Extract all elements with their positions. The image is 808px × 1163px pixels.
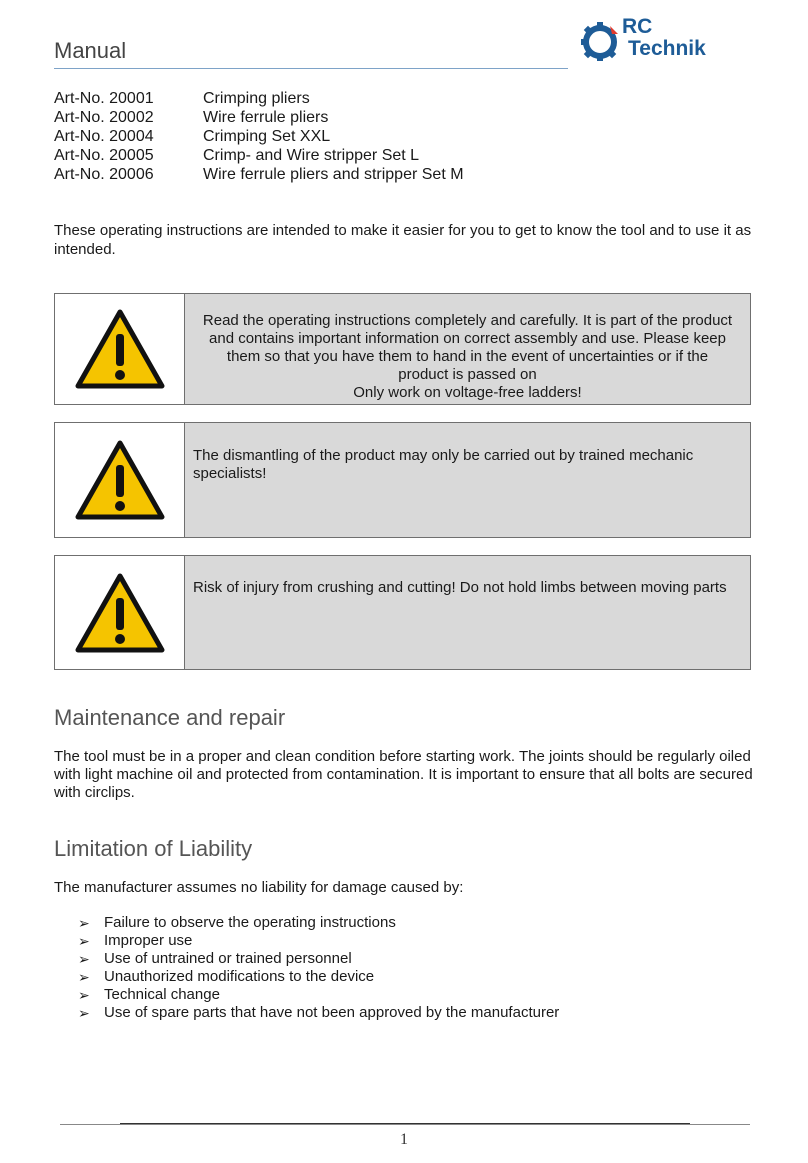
- warning-line: Read the operating instructions completely and carefully. It is part of the product: [202, 312, 733, 329]
- intro-paragraph: These operating instructions are intended to make it easier for you to get to know the tool and to use it as intended.: [54, 222, 752, 258]
- article-name: Wire ferrule pliers and stripper Set M: [203, 166, 464, 183]
- article-name: Crimp- and Wire stripper Set L: [203, 147, 420, 164]
- warning-box: [54, 293, 751, 405]
- maintenance-heading: Maintenance and repair: [54, 705, 286, 730]
- article-row: [54, 165, 464, 184]
- warning-text: [185, 294, 750, 404]
- list-item: ➢ Use of spare parts that have not been approved by the manufacturer: [78, 1004, 560, 1021]
- liability-list: [78, 914, 559, 1022]
- title-divider: [54, 68, 568, 69]
- article-name: Wire ferrule pliers: [203, 109, 329, 126]
- article-name: Crimping Set XXL: [203, 128, 331, 145]
- warning-line: product is passed on: [398, 366, 537, 383]
- list-item: ➢ Technical change: [78, 986, 220, 1003]
- warning-icon: [75, 308, 165, 390]
- arrow-bullet-icon: ➢: [78, 1005, 90, 1021]
- warning-line: Only work on voltage-free ladders!: [353, 384, 582, 401]
- arrow-bullet-icon: ➢: [78, 915, 90, 931]
- article-number: Art-No. 20004: [54, 128, 154, 145]
- warning-icon-cell: [55, 294, 185, 404]
- warning-icon-cell: [55, 423, 185, 537]
- company-logo: [580, 16, 750, 64]
- arrow-bullet-icon: ➢: [78, 969, 90, 985]
- liability-intro: The manufacturer assumes no liability for damage caused by:: [54, 879, 464, 896]
- warning-box: [54, 555, 751, 670]
- article-name: Crimping pliers: [203, 90, 310, 107]
- arrow-bullet-icon: ➢: [78, 951, 90, 967]
- article-number: Art-No. 20006: [54, 166, 154, 183]
- warning-line: them so that you have them to hand in the event of uncertainties or if the: [226, 348, 709, 365]
- logo-line1: RC: [622, 15, 653, 38]
- page-title: Manual: [54, 38, 127, 63]
- list-item: ➢ Use of untrained or trained personnel: [78, 950, 352, 967]
- list-item: ➢ Unauthorized modifications to the device: [78, 968, 375, 985]
- arrow-bullet-icon: ➢: [78, 987, 90, 1003]
- article-list: [54, 89, 464, 184]
- warning-box: [54, 422, 751, 538]
- footer-divider: [60, 1124, 750, 1125]
- warning-line: and contains important information on correct assembly and use. Please keep: [209, 330, 726, 347]
- arrow-bullet-icon: ➢: [78, 933, 90, 949]
- article-row: [54, 127, 464, 146]
- warning-icon: [75, 439, 165, 521]
- article-number: Art-No. 20005: [54, 147, 154, 164]
- warning-icon: [75, 572, 165, 654]
- article-row: [54, 89, 464, 108]
- logo-line2: Technik: [628, 37, 706, 60]
- liability-heading: Limitation of Liability: [54, 836, 253, 861]
- maintenance-paragraph: The tool must be in a proper and clean condition before starting work. The joints should be regularly oiled with light machine oil and protected from contamination. It is important to ensure that all bolts are secured with circlips.: [54, 748, 753, 801]
- page-number: 1: [400, 1131, 408, 1148]
- article-number: Art-No. 20002: [54, 109, 154, 126]
- gear-icon: [580, 18, 624, 62]
- warning-text: Risk of injury from crushing and cutting! Do not hold limbs between moving parts: [185, 556, 750, 669]
- list-item: ➢ Improper use: [78, 932, 193, 949]
- footer-divider-bold: [120, 1123, 690, 1124]
- article-row: [54, 146, 464, 165]
- article-row: [54, 108, 464, 127]
- warning-icon-cell: [55, 556, 185, 669]
- warning-text: The dismantling of the product may only be carried out by trained mechanic specialists!: [185, 423, 750, 537]
- article-number: Art-No. 20001: [54, 90, 154, 107]
- list-item: ➢ Failure to observe the operating instructions: [78, 914, 396, 931]
